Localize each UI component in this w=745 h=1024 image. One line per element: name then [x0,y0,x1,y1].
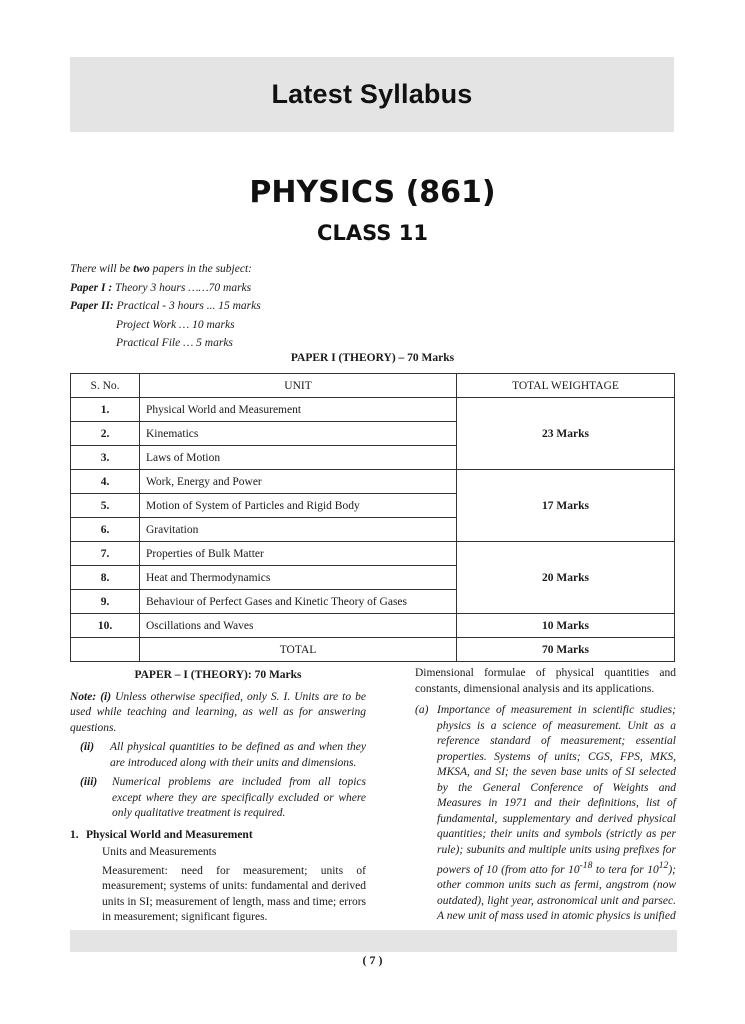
note-ii-text: All physical quantities to be defined as and when they are introduced along with their units and dimensions. [110,741,366,769]
intro-text: There will be [70,263,134,275]
right-column [415,666,676,925]
row-weightage: 10 Marks [457,614,675,638]
paper1-label: Paper I : [70,281,113,294]
item-label: (a) [415,704,429,716]
total-value: 70 Marks [457,638,675,662]
footer-bar [70,930,677,952]
class-title: CLASS 11 [317,221,428,245]
note-iii-text: Numerical problems are included from all topics except where they are specifically excluded or where only qualitative treatment is required. [112,776,366,819]
row-unit: Heat and Thermodynamics [140,566,457,590]
note-ii-label: (ii) [80,741,95,753]
table-row [71,398,675,422]
row-number: 4. [71,470,140,494]
item-text-part: ); other common units such as fermi, angstrom (now outdated), light year, astronomical unit and parsec. A new unit of mass used in atomic physics is unified [437,863,677,923]
subject-title: PHYSICS (861) [249,175,496,210]
paper2-line [70,297,670,316]
item-text-part: Importance of measurement in scientific studies; physics is a science of measurement. Unit as a reference standard of measurement; essential properties. Systems of units; CGS, FPS, MKS, MKSA, and SI; the seven base units of SI selected by the General Conference of Weights and Measures in 1971 and their definitions, list of fundamental, supplementary and derived physical quantities; their units and symbols (strictly as per rule); subunits and multiple units using prefixes for powers of 10 (from atto for 10 [437,704,676,876]
item-text-part: to tera for 10 [592,863,659,876]
row-unit: Gravitation [140,518,457,542]
row-number: 1. [71,398,140,422]
note-ii [70,740,366,771]
topic-number: 1. [70,828,79,841]
row-weightage: 17 Marks [457,470,675,542]
row-number: 10. [71,614,140,638]
note-i [70,690,366,737]
intro-bold: two [133,263,150,275]
paper2-text: Practical - 3 hours ... 15 marks [113,300,261,312]
row-number: 6. [71,518,140,542]
paper2-label: Paper II: [70,300,114,312]
row-number: 8. [71,566,140,590]
exponent: 12 [658,860,669,871]
row-weightage: 23 Marks [457,398,675,470]
left-column [70,668,366,926]
header-unit: UNIT [140,374,457,398]
subtopic-title: Units and Measurements [102,846,217,858]
syllabus-table [70,373,675,662]
row-unit: Properties of Bulk Matter [140,542,457,566]
row-weightage: 20 Marks [457,542,675,614]
row-number: 9. [71,590,140,614]
row-unit: Laws of Motion [140,446,457,470]
table-heading: PAPER I (THEORY) – 70 Marks [290,352,455,364]
table-row [71,470,675,494]
row-unit: Physical World and Measurement [140,398,457,422]
header-sno: S. No. [71,374,140,398]
row-unit: Work, Energy and Power [140,470,457,494]
note-iii-label: (iii) [80,776,98,788]
list-item [415,703,676,925]
item-text [437,703,676,925]
row-number: 5. [71,494,140,518]
row-number: 7. [71,542,140,566]
row-unit: Motion of System of Particles and Rigid Body [140,494,457,518]
subtopic-body: Measurement: need for measurement; units of measurement; systems of units: fundamental and derived units in SI; measurement of length, mass and time; errors in measurement; significant figures. [102,864,366,923]
project-line: Project Work … 10 marks [116,318,235,331]
section-heading: PAPER – I (THEORY): 70 Marks [134,669,302,681]
topic-title: Physical World and Measurement [86,828,253,841]
note-iii [70,775,366,822]
intro-text: papers in the subject: [149,263,252,275]
practical-file-line: Practical File … 5 marks [116,337,233,349]
paper1-text: Theory 3 hours ……70 marks [112,281,252,294]
topic-heading [70,828,366,844]
total-label: TOTAL [140,638,457,662]
total-spacer [71,638,140,662]
paper1-line [70,279,670,298]
row-number: 2. [71,422,140,446]
dimensional-intro: Dimensional formulae of physical quantities and constants, dimensional analysis and its applications. [415,667,676,695]
table-header-row [71,374,675,398]
note-label: Note: (i) [70,690,112,703]
row-unit: Oscillations and Waves [140,614,457,638]
paper-intro [70,260,670,353]
intro-line [70,260,670,279]
header-weightage: TOTAL WEIGHTAGE [457,374,675,398]
note-i-text: Unless otherwise specified, only S. I. Units are to be used while teaching and learning, as well as for answering questions. [70,690,366,734]
table-row [71,542,675,566]
exponent: -18 [579,860,593,871]
row-unit: Kinematics [140,422,457,446]
table-total-row [71,638,675,662]
row-unit: Behaviour of Perfect Gases and Kinetic Theory of Gases [140,590,457,614]
header-banner [70,57,674,132]
table-row [71,614,675,638]
page-number: ( 7 ) [362,953,383,967]
banner-title: Latest Syllabus [271,79,473,109]
row-number: 3. [71,446,140,470]
